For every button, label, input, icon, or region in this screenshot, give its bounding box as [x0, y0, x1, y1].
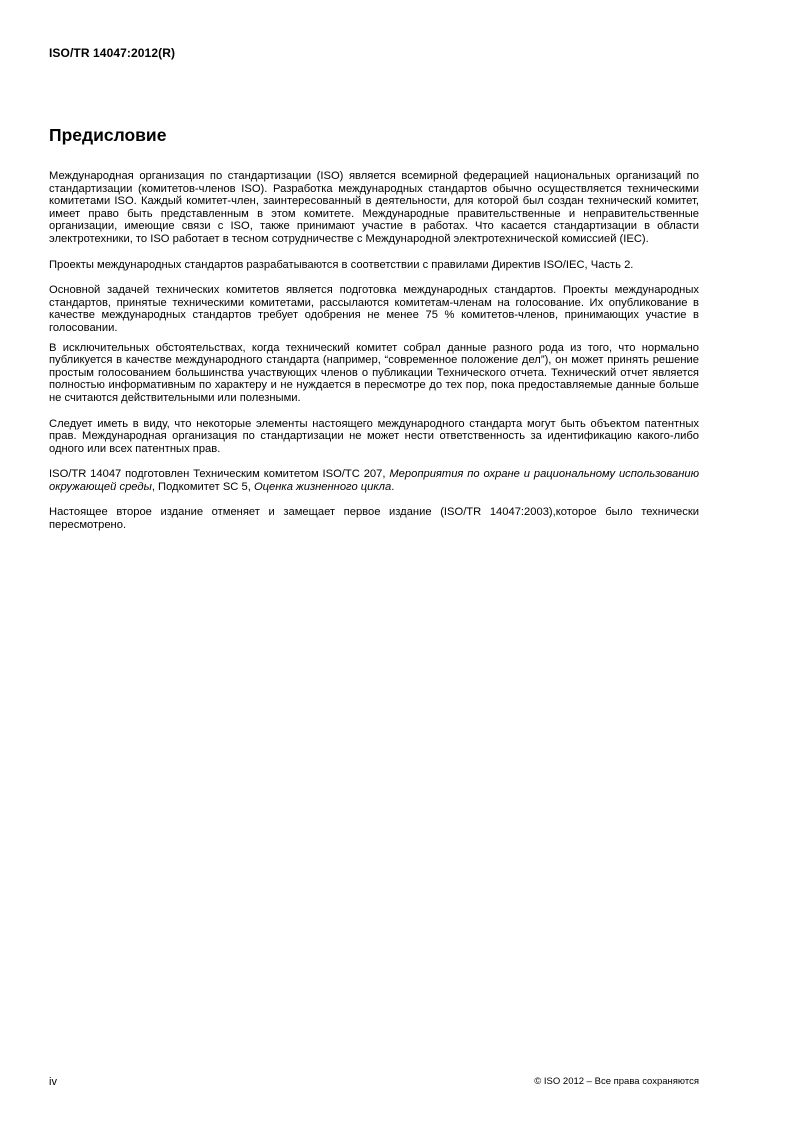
paragraph-directives: Проекты международных стандартов разрабатываются в соответствии с правилами Директив ISO/IEC, Часть 2.: [49, 258, 634, 271]
foreword-body: [49, 170, 699, 532]
copyright-notice: © ISO 2012 – Все права сохраняются: [534, 1076, 699, 1087]
prepared-by-text: ISO/TR 14047 подготовлен Техническим комитетом ISO/TC 207,: [49, 468, 390, 481]
page-number: iv: [49, 1076, 57, 1088]
paragraph-edition: Настоящее второе издание отменяет и замещает первое издание (ISO/TR 14047:2003),которое было технически пересмотрено.: [49, 506, 699, 532]
paragraph-technical-report: В исключительных обстоятельствах, когда технический комитет собрал данные разного рода из того, что нормально публикуется в качестве международного стандарта (например, “современное положение дел”), он может принять решение простым голосованием большинства участвующих членов о публикации Технического отчета. Технический отчет является полностью информативным по характеру и не нуждается в пересмотре до тех пор, пока предоставляемые данные больше не считаются действительными или полезными.: [49, 341, 699, 404]
paragraph-iso-intro: Международная организация по стандартизации (ISO) является всемирной федерацией национальных организаций по стандартизации (комитетов-членов ISO). Разработка международных стандартов обычно осуществляется техническими комитетами ISO. Каждый комитет-член, заинтересованный в деятельности, для которой был создан технический комитет, имеет право быть представленным в этом комитете. Международные правительственные и неправительственные организации, имеющие связи с ISO, также принимают участие в работах. Что касается стандартизации в области электротехники, то ISO работает в тесном сотрудничестве с Международной электротехнической комиссией (IEC).: [49, 170, 699, 245]
paragraph-prepared-by: [49, 468, 699, 493]
paragraph-committee-task: Основной задачей технических комитетов является подготовка международных стандартов. Проекты международных стандартов, принятые техническими комитетами, рассылаются комитетам-членам на голосование. Их опубликование в качестве международных стандартов требует одобрения не менее 75 % комитетов-членов, принимающих участие в голосовании.: [49, 284, 699, 334]
subcommittee-text: , Подкомитет SC 5,: [151, 480, 254, 493]
paragraph-patent-rights: Следует иметь в виду, что некоторые элементы настоящего международного стандарта могут быть объектом патентных прав. Международная организация по стандартизации не может нести ответственность за идентификацию какого-либо одного или всех патентных прав.: [49, 417, 699, 455]
subcommittee-title: Оценка жизненного цикла: [253, 480, 392, 493]
committee-title: Мероприятия по охране и рациональному использованию окружающей среды: [49, 468, 699, 493]
page-title: Предисловие: [49, 125, 167, 145]
sentence-end: .: [391, 480, 395, 493]
document-code: ISO/TR 14047:2012(R): [49, 46, 176, 60]
